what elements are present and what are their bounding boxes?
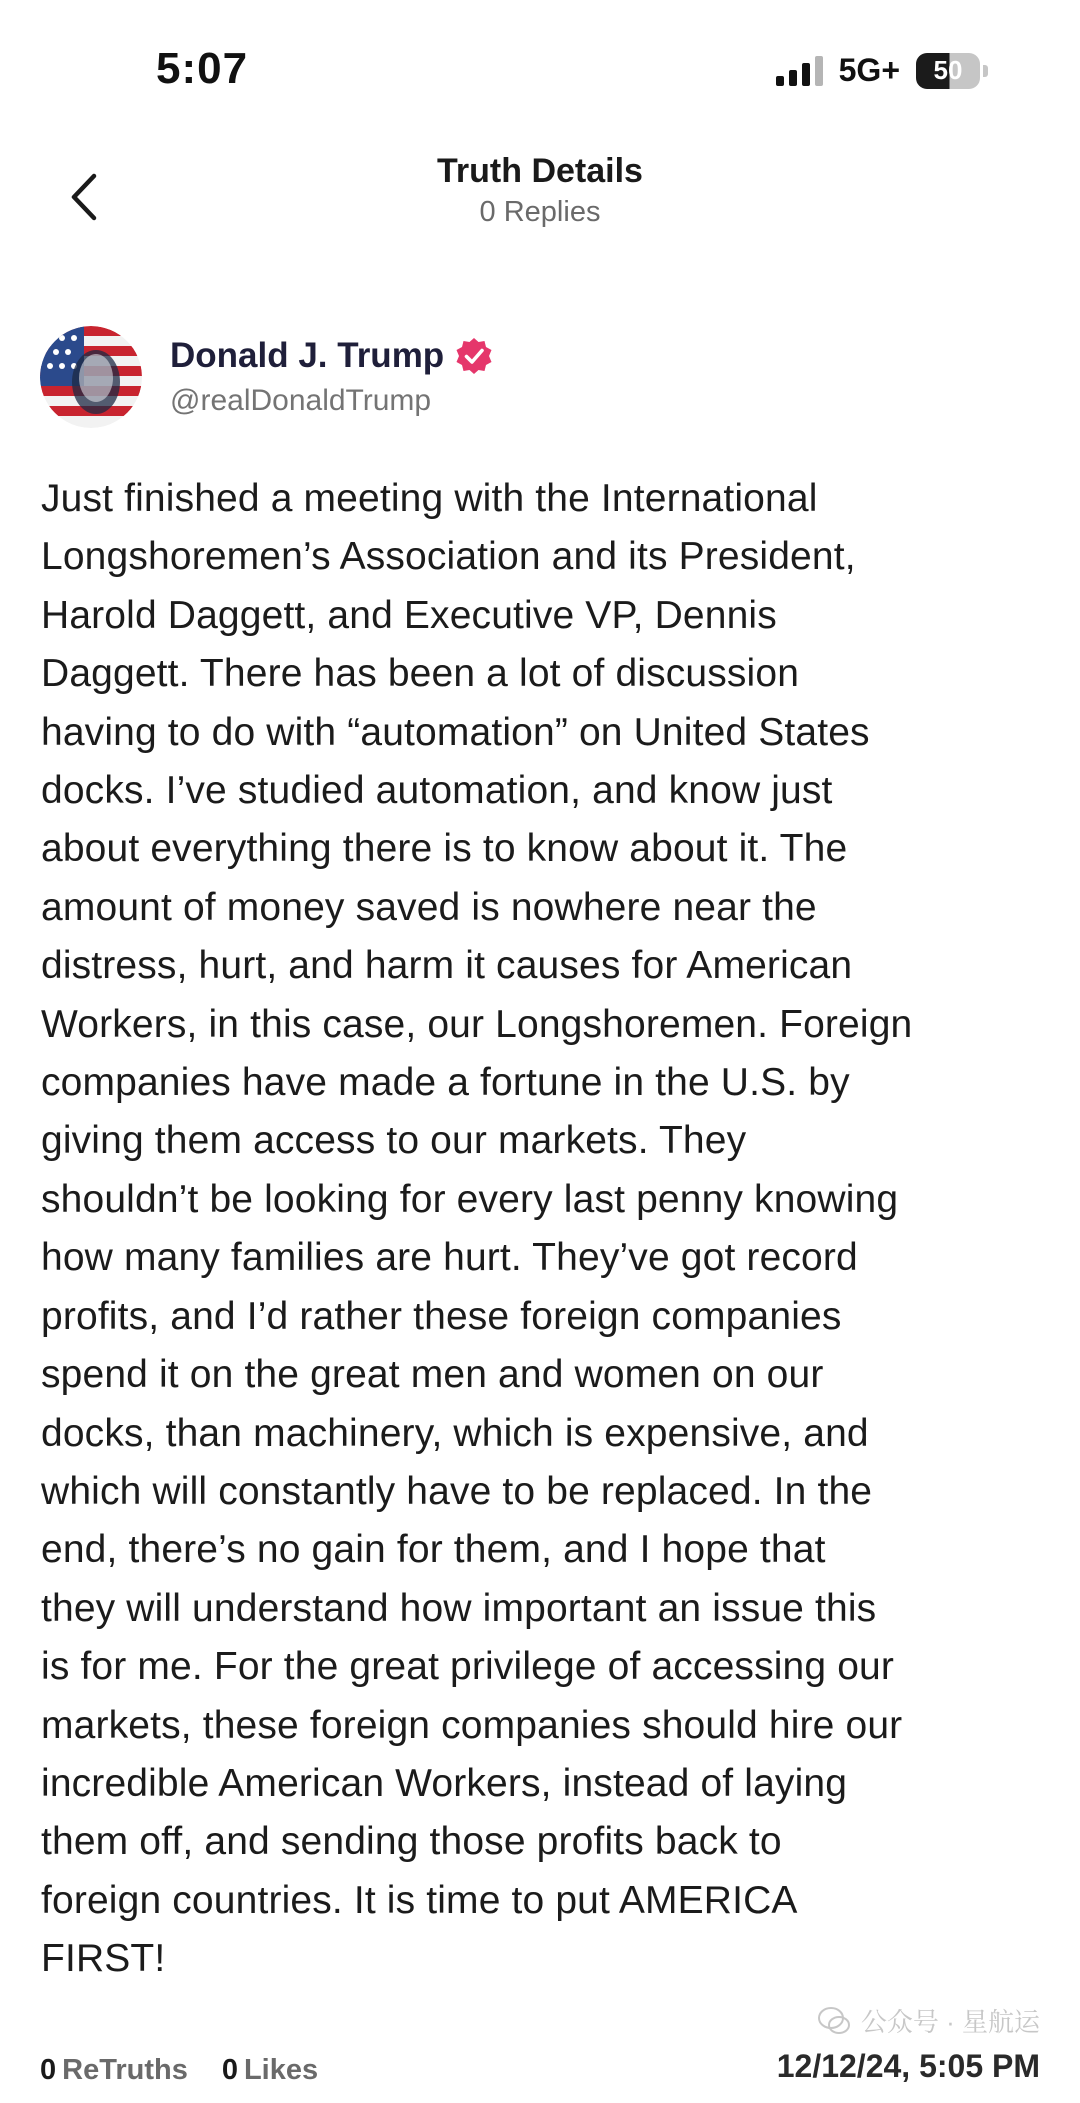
retruths-stat[interactable]	[40, 2054, 188, 2087]
likes-label: Likes	[243, 2053, 319, 2086]
author-info	[170, 336, 494, 418]
author-handle[interactable]: @realDonaldTrump	[170, 384, 432, 417]
likes-stat[interactable]	[222, 2054, 318, 2087]
status-bar	[0, 0, 1080, 150]
network-type: 5G+	[838, 52, 900, 88]
retruths-count: 0	[40, 2053, 57, 2086]
likes-count: 0	[221, 2053, 238, 2086]
post-footer	[40, 2048, 1040, 2092]
page-title: Truth Details	[437, 152, 643, 190]
nav-header	[0, 140, 1080, 260]
author-name[interactable]: Donald J. Trump	[170, 336, 445, 375]
author-row	[40, 322, 1040, 432]
signal-bars-icon	[776, 56, 823, 86]
retruths-label: ReTruths	[62, 2053, 188, 2086]
wechat-icon	[817, 2004, 851, 2038]
status-time: 5:07	[156, 44, 249, 93]
author-name-line	[170, 336, 494, 376]
avatar-image	[40, 326, 142, 428]
watermark-text: 公众号 · 星航运	[860, 2007, 1040, 2037]
replies-count[interactable]: 0 Replies	[479, 196, 601, 228]
verified-badge-icon	[454, 336, 494, 376]
watermark	[817, 2002, 1040, 2039]
nav-title-block	[0, 150, 1080, 232]
battery-icon	[916, 53, 988, 89]
status-indicators	[776, 52, 988, 89]
battery-level: 50	[916, 53, 980, 89]
post-timestamp: 12/12/24, 5:05 PM	[776, 2048, 1040, 2084]
avatar[interactable]	[40, 326, 142, 428]
post-text: Just finished a meeting with the International Longshoremen’s Association and its President, Harold Daggett, and Executive VP, Dennis Daggett. There has been a lot of discussion having to do with “automation” on United States docks. I’ve studied automation, and know just about everything there is to know about it. The amount of money saved is nowhere near the distress, hurt, and harm it causes for American Workers, in this case, our Longshoremen. Foreign companies have made a fortune in the U.S. by giving them access to our markets. They shouldn’t be looking for every last penny knowing how many families are hurt. They’ve got record profits, and I’d rather these foreign companies spend it on the great men and women on our docks, than machinery, which is expensive, and which will constantly have to be replaced. In the end, there’s no gain for them, and I hope that they will understand how important an issue this is for me. For the great privilege of accessing our markets, these foreign companies should hire our incredible American Workers, instead of laying them off, and sending those profits back to foreign countries. It is time to put AMERICA FIRST!	[41, 477, 913, 1981]
